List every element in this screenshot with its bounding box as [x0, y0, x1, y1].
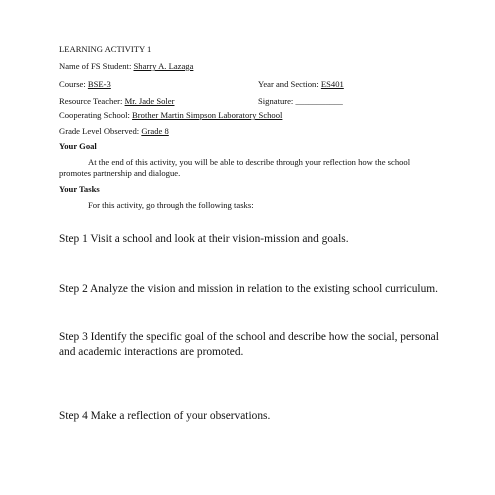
resource-teacher-value: Mr. Jade Soler — [124, 96, 175, 106]
signature-label: Signature: — [258, 96, 294, 106]
activity-title: LEARNING ACTIVITY 1 — [59, 44, 152, 54]
student-name-row — [59, 61, 193, 72]
course-label: Course: — [59, 79, 86, 89]
step-4: Step 4 Make a reflection of your observations. — [59, 410, 271, 422]
student-name-label: Name of FS Student: — [59, 61, 132, 71]
grade-level-value: Grade 8 — [141, 126, 169, 136]
course-value: BSE-3 — [87, 79, 111, 89]
resource-teacher-label: Resource Teacher: — [59, 96, 123, 106]
grade-level-row — [59, 126, 169, 137]
step-2: Step 2 Analyze the vision and mission in relation to the existing school curriculum. — [59, 283, 438, 295]
goal-text: At the end of this activity, you will be able to describe through your reflection how the school promotes partnership and dialogue. — [59, 157, 411, 178]
year-section-value: ES401 — [320, 79, 344, 89]
grade-level-label: Grade Level Observed: — [59, 126, 140, 136]
student-name-value: Sharry A. Lazaga — [133, 61, 194, 71]
step-3: Step 3 Identify the specific goal of the school and describe how the social, personal and academic interactions are promoted. — [59, 331, 439, 358]
year-section-label: Year and Section: — [258, 79, 319, 89]
tasks-heading: Your Tasks — [59, 184, 100, 194]
resource-teacher-row — [59, 96, 174, 107]
tasks-intro: For this activity, go through the following tasks: — [88, 200, 254, 210]
signature-blank: ___________ — [295, 96, 343, 106]
goal-heading: Your Goal — [59, 141, 97, 151]
cooperating-school-row — [59, 110, 282, 121]
cooperating-school-label: Cooperating School: — [59, 110, 130, 120]
course-row — [59, 79, 111, 90]
year-section-row — [258, 79, 344, 90]
step-1: Step 1 Visit a school and look at their vision-mission and goals. — [59, 233, 349, 245]
signature-row — [258, 96, 343, 107]
cooperating-school-value: Brother Martin Simpson Laboratory School — [132, 110, 283, 120]
